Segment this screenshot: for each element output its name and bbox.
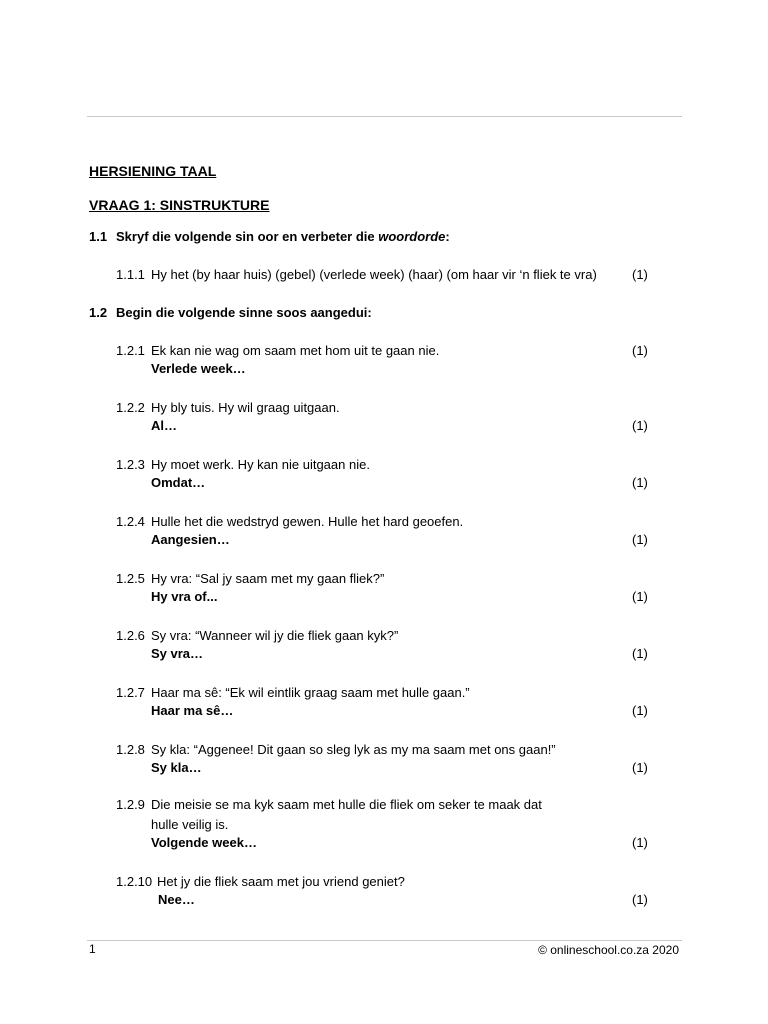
item-number: 1.2.6 — [116, 628, 145, 643]
question-text: Skryf die volgende sin oor en verbeter die — [116, 229, 379, 244]
item-1-2-2 — [116, 400, 340, 415]
header-rule — [87, 116, 682, 117]
question-emphasis: woordorde — [378, 229, 446, 244]
item-1-2-1 — [116, 343, 439, 358]
item-mark: (1) — [632, 835, 648, 850]
item-prompt: Hy vra of... — [151, 589, 218, 604]
item-text: Hy bly tuis. Hy wil graag uitgaan. — [151, 400, 340, 415]
item-mark: (1) — [632, 343, 648, 358]
item-number: 1.2.5 — [116, 571, 145, 586]
footer-rule — [87, 940, 682, 941]
item-1-1-1 — [116, 267, 597, 282]
page-number: 1 — [89, 942, 96, 956]
item-mark: (1) — [632, 418, 648, 433]
item-1-2-9 — [116, 797, 542, 812]
item-number: 1.2.3 — [116, 457, 145, 472]
question-number: 1.1 — [89, 229, 108, 244]
item-1-2-5 — [116, 571, 384, 586]
item-mark: (1) — [632, 760, 648, 775]
item-prompt: Sy kla… — [151, 760, 202, 775]
item-prompt: Omdat… — [151, 475, 206, 490]
item-number: 1.2.9 — [116, 797, 145, 812]
item-mark: (1) — [632, 646, 648, 661]
question-number: 1.2 — [89, 305, 108, 320]
item-number: 1.1.1 — [116, 267, 145, 282]
item-text-continued: hulle veilig is. — [151, 817, 229, 832]
item-text: Ek kan nie wag om saam met hom uit te gaan nie. — [151, 343, 440, 358]
item-text: Hy moet werk. Hy kan nie uitgaan nie. — [151, 457, 370, 472]
item-number: 1.2.7 — [116, 685, 145, 700]
item-prompt: Aangesien… — [151, 532, 230, 547]
item-mark: (1) — [632, 267, 648, 282]
item-1-2-3 — [116, 457, 370, 472]
item-1-2-6 — [116, 628, 398, 643]
copyright-notice: © onlineschool.co.za 2020 — [538, 943, 679, 957]
item-prompt: Verlede week… — [151, 361, 246, 376]
item-prompt: Volgende week… — [151, 835, 257, 850]
item-text: Sy vra: “Wanneer wil jy die fliek gaan kyk?” — [151, 628, 399, 643]
item-mark: (1) — [632, 703, 648, 718]
item-text: Hulle het die wedstryd gewen. Hulle het hard geoefen. — [151, 514, 464, 529]
item-prompt: Haar ma sê… — [151, 703, 234, 718]
item-text: Die meisie se ma kyk saam met hulle die fliek om seker te maak dat — [151, 797, 542, 812]
item-1-2-8 — [116, 742, 556, 757]
item-number: 1.2.10 — [116, 874, 153, 889]
item-mark: (1) — [632, 532, 648, 547]
item-prompt: Sy vra… — [151, 646, 204, 661]
section-heading: VRAAG 1: SINSTRUKTURE — [89, 197, 270, 213]
item-1-2-10 — [116, 874, 405, 889]
item-text: Het jy die fliek saam met jou vriend geniet? — [157, 874, 405, 889]
item-text: Hy het (by haar huis) (gebel) (verlede week) (haar) (om haar vir ‘n fliek te vra) — [151, 267, 597, 282]
question-text: Begin die volgende sinne soos aangedui: — [116, 305, 372, 320]
item-number: 1.2.1 — [116, 343, 145, 358]
question-1-1: 1.1 Skryf die volgende sin oor en verbeter die woordorde: — [89, 229, 450, 244]
document-title: HERSIENING TAAL — [89, 163, 217, 179]
item-prompt: Al… — [151, 418, 177, 433]
item-prompt: Nee… — [158, 892, 195, 907]
item-mark: (1) — [632, 475, 648, 490]
item-mark: (1) — [632, 892, 648, 907]
item-number: 1.2.2 — [116, 400, 145, 415]
item-text: Sy kla: “Aggenee! Dit gaan so sleg lyk as my ma saam met ons gaan!” — [151, 742, 556, 757]
item-mark: (1) — [632, 589, 648, 604]
item-1-2-7 — [116, 685, 470, 700]
item-1-2-4 — [116, 514, 463, 529]
item-text: Haar ma sê: “Ek wil eintlik graag saam met hulle gaan.” — [151, 685, 470, 700]
item-text: Hy vra: “Sal jy saam met my gaan fliek?” — [151, 571, 385, 586]
question-1-2 — [89, 305, 372, 320]
item-number: 1.2.8 — [116, 742, 145, 757]
item-number: 1.2.4 — [116, 514, 145, 529]
